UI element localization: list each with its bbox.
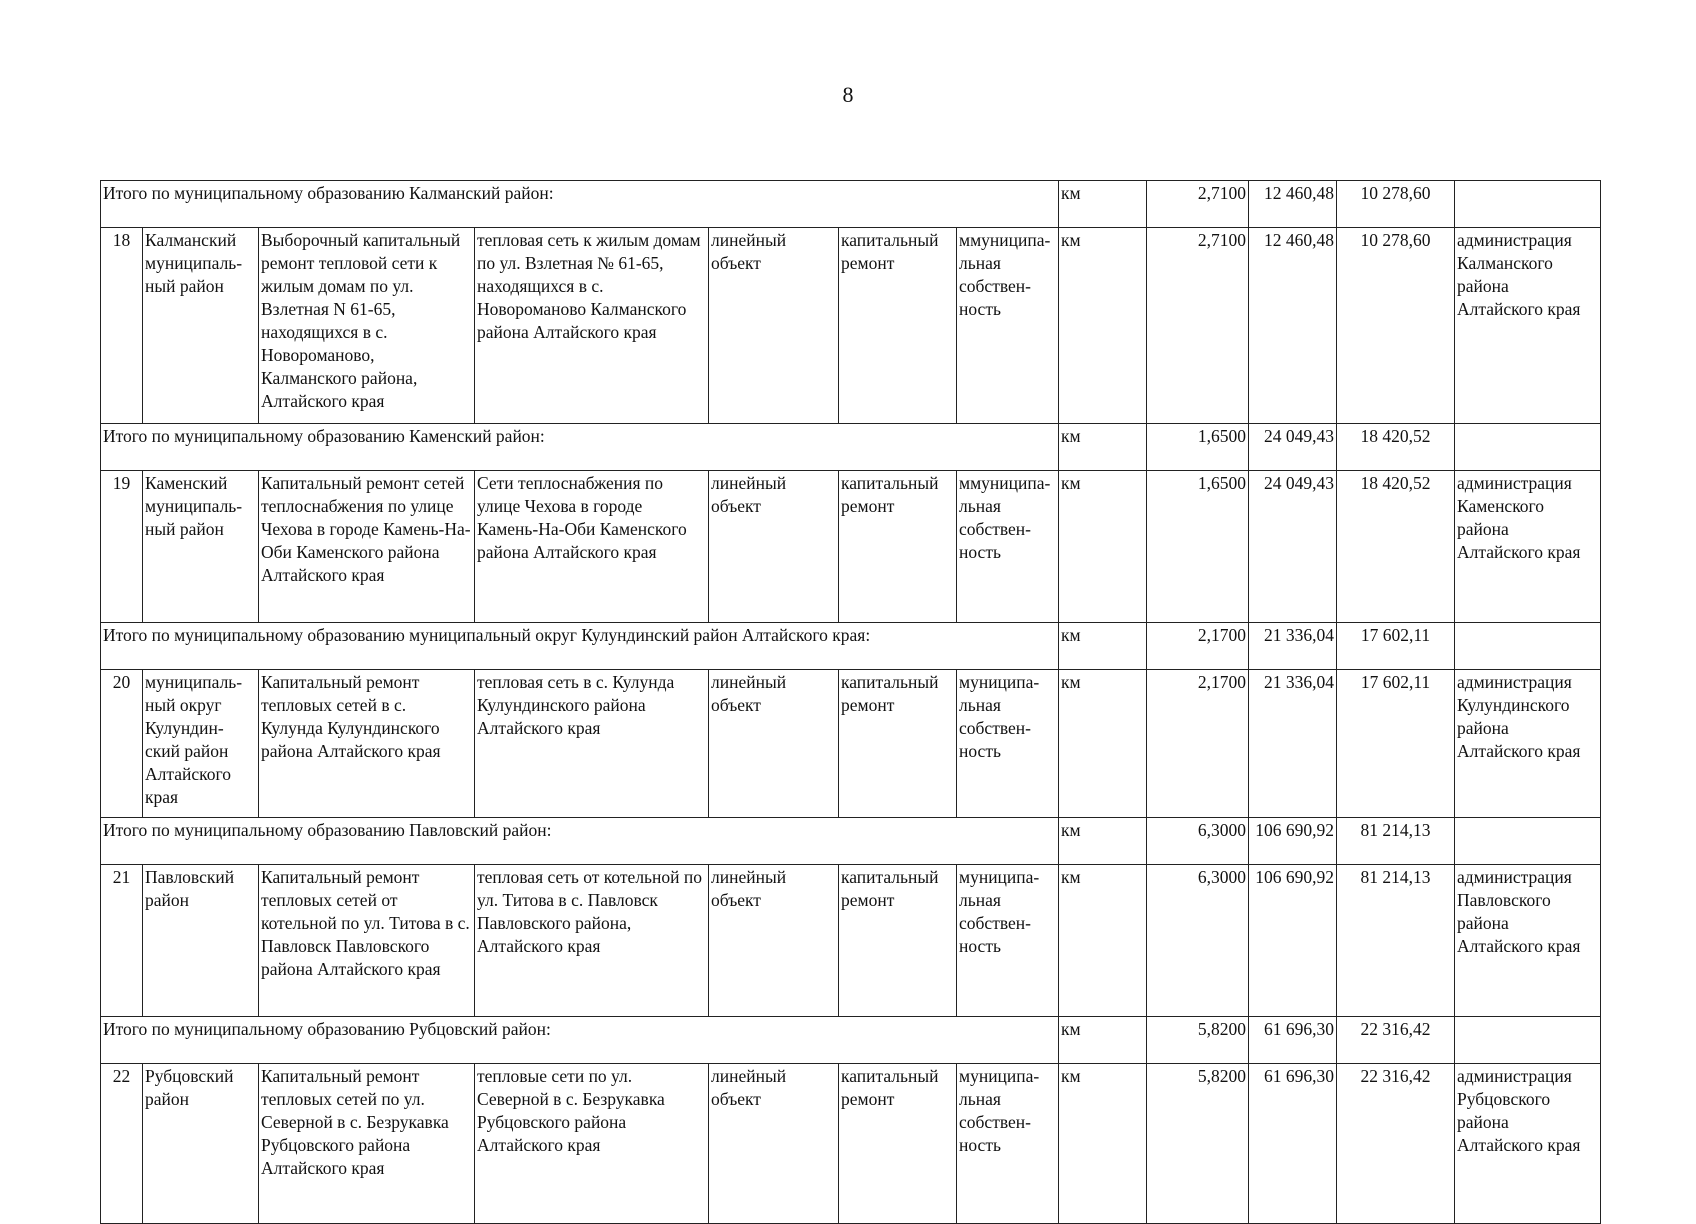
cost-budget-cell: 10 278,60 [1337, 228, 1455, 424]
cost-total-cell: 24 049,43 [1249, 424, 1337, 471]
total-row [101, 1017, 1601, 1064]
unit-cell: км [1059, 181, 1147, 228]
cost-total-cell: 61 696,30 [1249, 1064, 1337, 1224]
object-cell: тепловые сети по ул. Северной в с. Безрукавка Рубцовского района Алтайского края [475, 1064, 709, 1224]
cost-total-cell: 21 336,04 [1249, 623, 1337, 670]
object-type-cell: линейный объект [709, 471, 839, 623]
object-cell: тепловая сеть от котельной по ул. Титова в с. Павловск Павловского района, Алтайского края [475, 865, 709, 1017]
event-cell: Капитальный ремонт тепловых сетей в с. Кулунда Кулундинского района Алтайского края [259, 670, 475, 818]
unit-cell: км [1059, 818, 1147, 865]
object-type-cell: линейный объект [709, 1064, 839, 1224]
row-number: 19 [101, 471, 143, 623]
unit-cell: км [1059, 424, 1147, 471]
length-cell: 2,7100 [1147, 181, 1249, 228]
total-row [101, 818, 1601, 865]
event-cell: Капитальный ремонт тепловых сетей от котельной по ул. Титова в с. Павловск Павловского района Алтайского края [259, 865, 475, 1017]
length-cell: 1,6500 [1147, 424, 1249, 471]
cost-total-cell: 106 690,92 [1249, 818, 1337, 865]
empty-cell [1455, 623, 1601, 670]
municipality-cell: Рубцовский район [143, 1064, 259, 1224]
unit-cell: км [1059, 228, 1147, 424]
cost-total-cell: 21 336,04 [1249, 670, 1337, 818]
cost-total-cell: 24 049,43 [1249, 471, 1337, 623]
work-type-cell: капитальный ремонт [839, 865, 957, 1017]
object-cell: тепловая сеть к жилым домам по ул. Взлетная № 61-65, находящихся в с. Новороманово Калманского района Алтайского края [475, 228, 709, 424]
ownership-cell: муниципа-льная собствен-ность [957, 670, 1059, 818]
event-cell: Капитальный ремонт тепловых сетей по ул. Северной в с. Безрукавка Рубцовского района Алтайского края [259, 1064, 475, 1224]
work-type-cell: капитальный ремонт [839, 1064, 957, 1224]
work-type-cell: капитальный ремонт [839, 670, 957, 818]
table-row [101, 471, 1601, 623]
work-type-cell: капитальный ремонт [839, 471, 957, 623]
cost-budget-cell: 18 420,52 [1337, 471, 1455, 623]
length-cell: 6,3000 [1147, 865, 1249, 1017]
total-label: Итого по муниципальному образованию Рубцовский район: [101, 1017, 1059, 1064]
customer-cell: администрация Калманского района Алтайского края [1455, 228, 1601, 424]
customer-cell: администрация Кулундинского района Алтайского края [1455, 670, 1601, 818]
empty-cell [1455, 1017, 1601, 1064]
cost-budget-cell: 17 602,11 [1337, 623, 1455, 670]
ownership-cell: ммуниципа-льная собствен-ность [957, 471, 1059, 623]
object-type-cell: линейный объект [709, 670, 839, 818]
length-cell: 2,1700 [1147, 670, 1249, 818]
table-row [101, 670, 1601, 818]
unit-cell: км [1059, 623, 1147, 670]
customer-cell: администрация Павловского района Алтайского края [1455, 865, 1601, 1017]
object-type-cell: линейный объект [709, 228, 839, 424]
length-cell: 5,8200 [1147, 1017, 1249, 1064]
length-cell: 2,7100 [1147, 228, 1249, 424]
event-cell: Выборочный капитальный ремонт тепловой сети к жилым домам по ул. Взлетная N 61-65, находящихся в с. Новороманово, Калманского района, Алтайского края [259, 228, 475, 424]
row-number: 20 [101, 670, 143, 818]
total-label: Итого по муниципальному образованию Павловский район: [101, 818, 1059, 865]
cost-budget-cell: 22 316,42 [1337, 1017, 1455, 1064]
length-cell: 2,1700 [1147, 623, 1249, 670]
object-cell: Сети теплоснабжения по улице Чехова в городе Камень-На-Оби Каменского района Алтайского края [475, 471, 709, 623]
customer-cell: администрация Каменского района Алтайского края [1455, 471, 1601, 623]
unit-cell: км [1059, 1064, 1147, 1224]
cost-total-cell: 12 460,48 [1249, 228, 1337, 424]
cost-total-cell: 12 460,48 [1249, 181, 1337, 228]
ownership-cell: муниципа-льная собствен-ность [957, 1064, 1059, 1224]
cost-total-cell: 61 696,30 [1249, 1017, 1337, 1064]
total-row [101, 181, 1601, 228]
unit-cell: км [1059, 670, 1147, 818]
total-label: Итого по муниципальному образованию Каменский район: [101, 424, 1059, 471]
municipality-cell: Каменский муниципаль-ный район [143, 471, 259, 623]
unit-cell: км [1059, 1017, 1147, 1064]
length-cell: 6,3000 [1147, 818, 1249, 865]
empty-cell [1455, 818, 1601, 865]
ownership-cell: муниципа-льная собствен-ность [957, 865, 1059, 1017]
row-number: 22 [101, 1064, 143, 1224]
object-cell: тепловая сеть в с. Кулунда Кулундинского района Алтайского края [475, 670, 709, 818]
total-label: Итого по муниципальному образованию Калманский район: [101, 181, 1059, 228]
object-type-cell: линейный объект [709, 865, 839, 1017]
municipality-cell: Калманский муниципаль-ный район [143, 228, 259, 424]
table-row [101, 228, 1601, 424]
work-type-cell: капитальный ремонт [839, 228, 957, 424]
table-row [101, 865, 1601, 1017]
program-table [100, 180, 1601, 1224]
event-cell: Капитальный ремонт сетей теплоснабжения по улице Чехова в городе Камень-На-Оби Каменского района Алтайского края [259, 471, 475, 623]
municipality-cell: муниципаль-ный округ Кулундин-ский район Алтайского края [143, 670, 259, 818]
total-row [101, 623, 1601, 670]
cost-total-cell: 106 690,92 [1249, 865, 1337, 1017]
length-cell: 1,6500 [1147, 471, 1249, 623]
municipality-cell: Павловский район [143, 865, 259, 1017]
total-row [101, 424, 1601, 471]
unit-cell: км [1059, 471, 1147, 623]
cost-budget-cell: 10 278,60 [1337, 181, 1455, 228]
cost-budget-cell: 81 214,13 [1337, 865, 1455, 1017]
unit-cell: км [1059, 865, 1147, 1017]
page-number: 8 [842, 82, 854, 107]
cost-budget-cell: 18 420,52 [1337, 424, 1455, 471]
empty-cell [1455, 424, 1601, 471]
ownership-cell: ммуниципа-льная собствен-ность [957, 228, 1059, 424]
length-cell: 5,8200 [1147, 1064, 1249, 1224]
total-label: Итого по муниципальному образованию муниципальный округ Кулундинский район Алтайского края: [101, 623, 1059, 670]
cost-budget-cell: 17 602,11 [1337, 670, 1455, 818]
cost-budget-cell: 81 214,13 [1337, 818, 1455, 865]
cost-budget-cell: 22 316,42 [1337, 1064, 1455, 1224]
empty-cell [1455, 181, 1601, 228]
row-number: 21 [101, 865, 143, 1017]
customer-cell: администрация Рубцовского района Алтайского края [1455, 1064, 1601, 1224]
row-number: 18 [101, 228, 143, 424]
